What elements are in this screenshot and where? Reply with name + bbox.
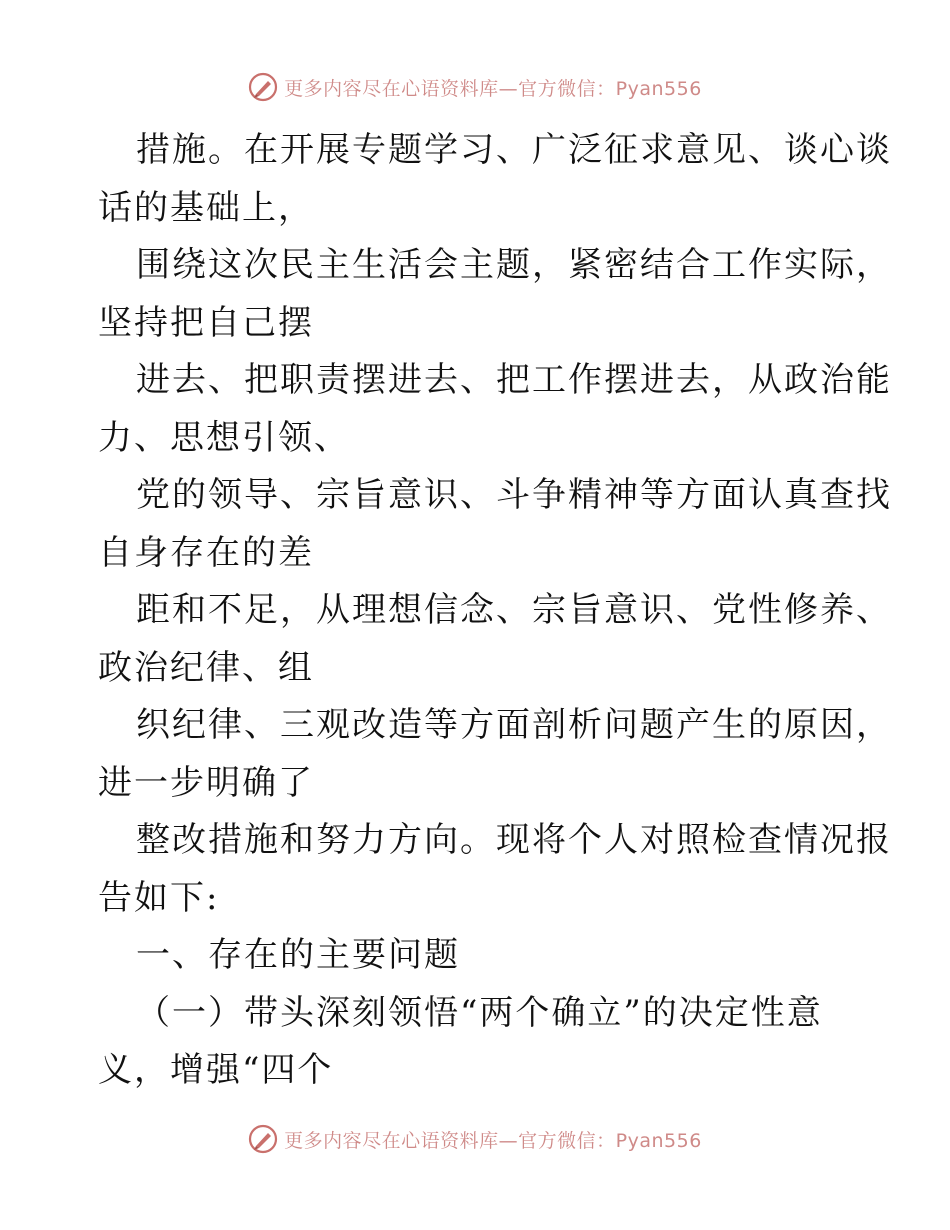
- text-line: 织纪律、三观改造等方面剖析问题产生的原因，: [136, 705, 892, 745]
- watermark-text: 更多内容尽在心语资料库—官方微信：Pyan556: [284, 77, 702, 100]
- text-line: 政治纪律、组: [98, 647, 314, 688]
- document-body: [98, 122, 892, 1100]
- text-line: 围绕这次民主生活会主题，紧密结合工作实际，: [136, 245, 892, 285]
- text-line: 自身存在的差: [98, 532, 314, 573]
- pen-logo-icon: [248, 1124, 278, 1154]
- text-line: 坚持把自己摆: [98, 302, 314, 343]
- text-line: 话的基础上，: [98, 187, 314, 228]
- text-line: 力、思想引领、: [98, 417, 350, 458]
- section-heading: 一、存在的主要问题: [136, 935, 460, 975]
- header-watermark: [0, 72, 950, 102]
- text-line: 措施。在开展专题学习、广泛征求意见、谈心谈: [136, 130, 892, 170]
- text-line: 党的领导、宗旨意识、斗争精神等方面认真查找: [136, 475, 892, 515]
- text-line: 进一步明确了: [98, 762, 314, 803]
- watermark-text: 更多内容尽在心语资料库—官方微信：Pyan556: [284, 1129, 702, 1152]
- pen-logo-icon: [248, 72, 278, 102]
- text-line: 告如下:: [98, 877, 220, 918]
- text-line: 义，增强“四个: [98, 1050, 334, 1090]
- subsection-heading: （一）带头深刻领悟“两个确立”的决定性意: [136, 992, 823, 1033]
- text-line: 进去、把职责摆进去、把工作摆进去，从政治能: [136, 360, 892, 400]
- footer-watermark: [0, 1124, 950, 1154]
- text-line: 整改措施和努力方向。现将个人对照检查情况报: [136, 820, 892, 860]
- text-line: 距和不足，从理想信念、宗旨意识、党性修养、: [136, 590, 892, 630]
